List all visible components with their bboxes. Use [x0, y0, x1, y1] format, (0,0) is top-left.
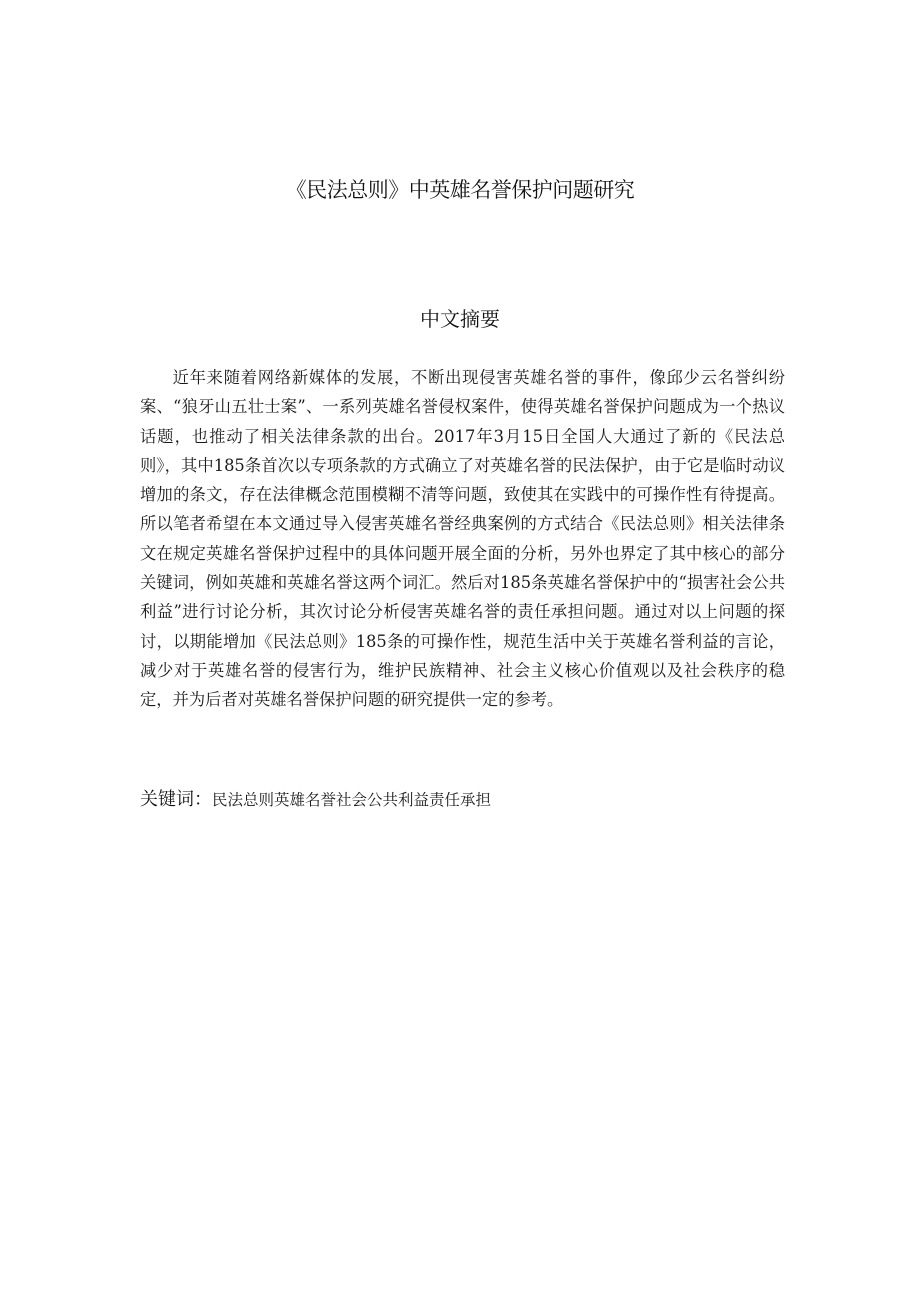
- abstract-heading: 中文摘要: [420, 307, 500, 331]
- keywords-value: 民法总则英雄名誉社会公共利益责任承担: [212, 791, 492, 809]
- keywords-line: [140, 787, 785, 813]
- document-title: 《民法总则》中英雄名誉保护问题研究: [285, 178, 635, 202]
- abstract-paragraph: 近年来随着网络新媒体的发展，不断出现侵害英雄名誉的事件，像邱少云名誉纠纷案、“狼牙山五壮士案”、一系列英雄名誉侵权案件，使得英雄名誉保护问题成为一个热议话题，也推动了相关法律条款的出台。2017年3月15日全国人大通过了新的《民法总则》，其中185条首次以专项条款的方式确立了对英雄名誉的民法保护，由于它是临时动议增加的条文，存在法律概念范围模糊不清等问题，致使其在实践中的可操作性有待提高。所以笔者希望在本文通过导入侵害英雄名誉经典案例的方式结合《民法总则》相关法律条文在规定英雄名誉保护过程中的具体问题开展全面的分析，另外也界定了其中核心的部分关键词，例如英雄和英雄名誉这两个词汇。然后对185条英雄名誉保护中的“损害社会公共利益”进行讨论分析，其次讨论分析侵害英雄名誉的责任承担问题。通过对以上问题的探讨，以期能增加《民法总则》185条的可操作性，规范生活中关于英雄名誉利益的言论，减少对于英雄名誉的侵害行为，维护民族精神、社会主义核心价值观以及社会秩序的稳定，并为后者对英雄名誉保护问题的研究提供一定的参考。: [140, 368, 785, 710]
- keywords-label: 关键词：: [140, 789, 212, 810]
